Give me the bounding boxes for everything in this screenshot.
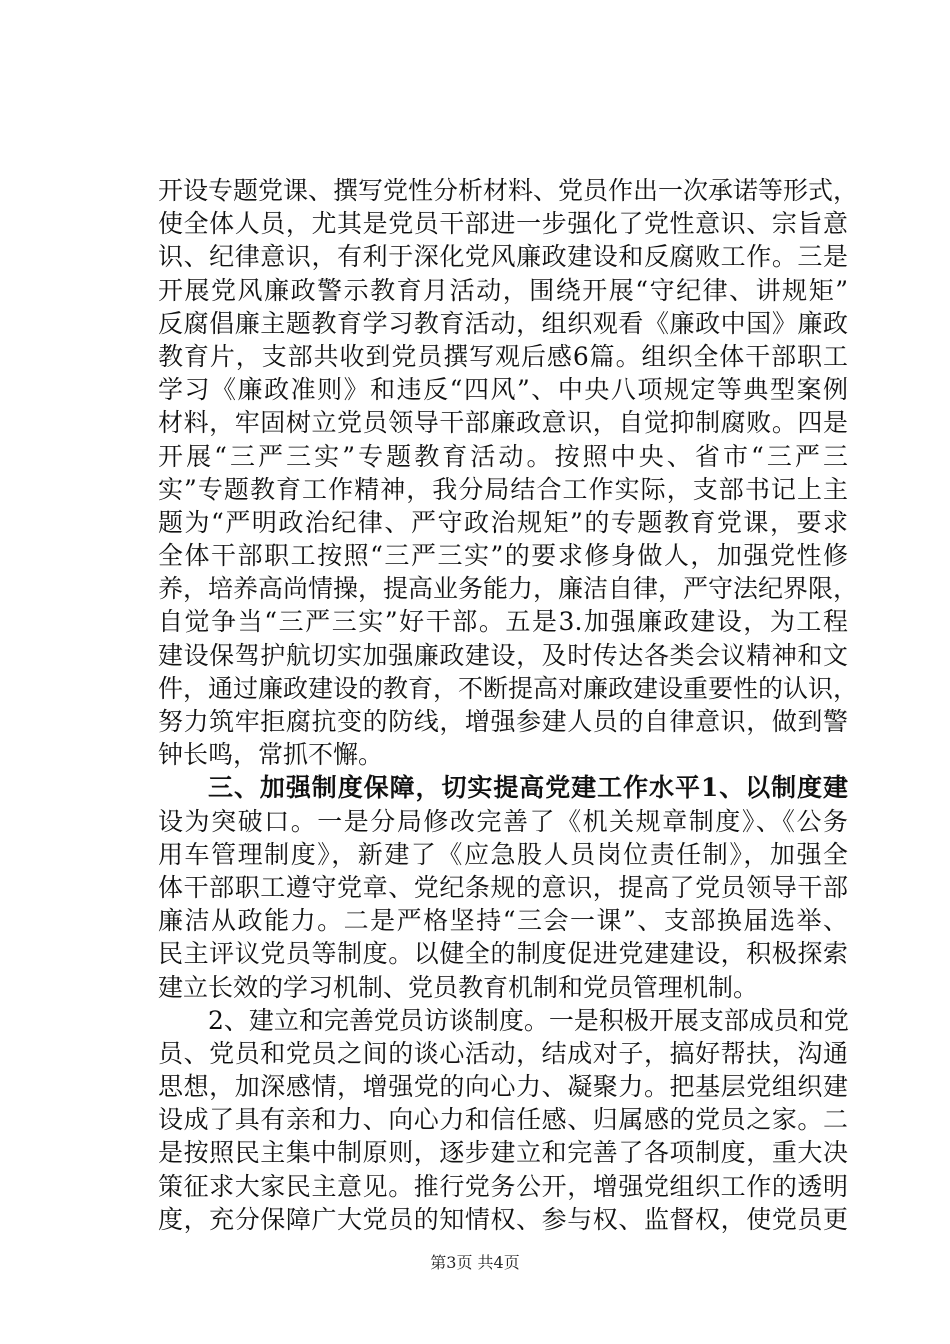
text-line: 是按照民主集中制原则，逐步建立和完善了各项制度，重大决 (158, 1138, 848, 1168)
text-line: 思想，加深感情，增强党的向心力、凝聚力。把基层党组织建 (158, 1072, 848, 1102)
subheading-line: 2、建立和完善党员访谈制度。一是积极开展支部成员和党 (208, 1005, 849, 1035)
text-line: 开展“三严三实”专题教育活动。按照中央、省市“三严三 (158, 441, 848, 471)
text-line: 建设保驾护航切实加强廉政建设，及时传达各类会议精神和文 (158, 640, 848, 670)
paragraph-2 (158, 771, 848, 1003)
text-line: 员、党员和党员之间的谈心活动，结成对子，搞好帮扶，沟通 (158, 1038, 848, 1068)
text-line: 建立长效的学习机制、党员教育机制和党员管理机制。 (158, 972, 759, 1002)
text-line: 使全体人员，尤其是党员干部进一步强化了党性意识、宗旨意 (158, 209, 848, 239)
text-line: 廉洁从政能力。二是严格坚持“三会一课”、支部换届选举、 (158, 906, 848, 936)
text-line: 体干部职工遵守党章、党纪条规的意识，提高了党员领导干部 (158, 872, 848, 902)
text-line: 开展党风廉政警示教育月活动，围绕开展“守纪律、讲规矩” (158, 275, 848, 305)
text-line: 反腐倡廉主题教育学习教育活动，组织观看《廉政中国》廉政 (158, 308, 848, 338)
document-body (158, 174, 859, 1236)
text-line: 养，培养高尚情操，提高业务能力，廉洁自律，严守法纪界限， (158, 574, 859, 604)
section-heading-line: 三、加强制度保障，切实提高党建工作水平1、以制度建 (208, 773, 848, 803)
text-line: 自觉争当“三严三实”好干部。五是3.加强廉政建设，为工程 (158, 607, 848, 637)
text-line: 材料，牢固树立党员领导干部廉政意识，自觉抑制腐败。四是 (158, 408, 848, 438)
text-line: 识、纪律意识，有利于深化党风廉政建设和反腐败工作。三是 (158, 242, 848, 272)
text-line: 学习《廉政准则》和违反“四风”、中央八项规定等典型案例 (158, 375, 848, 405)
text-line: 全体干部职工按照“三严三实”的要求修身做人，加强党性修 (158, 541, 848, 571)
text-line: 题为“严明政治纪律、严守政治规矩”的专题教育党课，要求 (158, 507, 848, 537)
text-line: 用车管理制度》，新建了《应急股人员岗位责任制》，加强全 (158, 839, 848, 869)
text-line: 教育片，支部共收到党员撰写观后感6篇。组织全体干部职工 (158, 341, 848, 371)
text-line: 设成了具有亲和力、向心力和信任感、归属感的党员之家。二 (158, 1105, 848, 1135)
text-line: 件，通过廉政建设的教育，不断提高对廉政建设重要性的认识， (158, 673, 859, 703)
text-line: 民主评议党员等制度。以健全的制度促进党建建设，积极探索 (158, 939, 848, 969)
paragraph-3 (158, 1004, 848, 1236)
paragraph-1 (158, 174, 859, 771)
text-line: 努力筑牢拒腐抗变的防线，增强参建人员的自律意识，做到警 (158, 707, 848, 736)
text-line: 度，充分保障广大党员的知情权、参与权、监督权，使党员更 (158, 1204, 848, 1234)
page-number-footer: 第3页 共4页 (430, 1253, 520, 1272)
text-line: 钟长鸣，常抓不懈。 (158, 740, 384, 770)
text-line: 开设专题党课、撰写党性分析材料、党员作出一次承诺等形式， (158, 176, 859, 205)
text-line: 策征求大家民主意见。推行党务公开，增强党组织工作的透明 (158, 1171, 848, 1201)
text-line: 设为突破口。一是分局修改完善了《机关规章制度》、《公务 (158, 806, 848, 836)
text-line: 实”专题教育工作精神，我分局结合工作实际，支部书记上主 (158, 474, 848, 504)
